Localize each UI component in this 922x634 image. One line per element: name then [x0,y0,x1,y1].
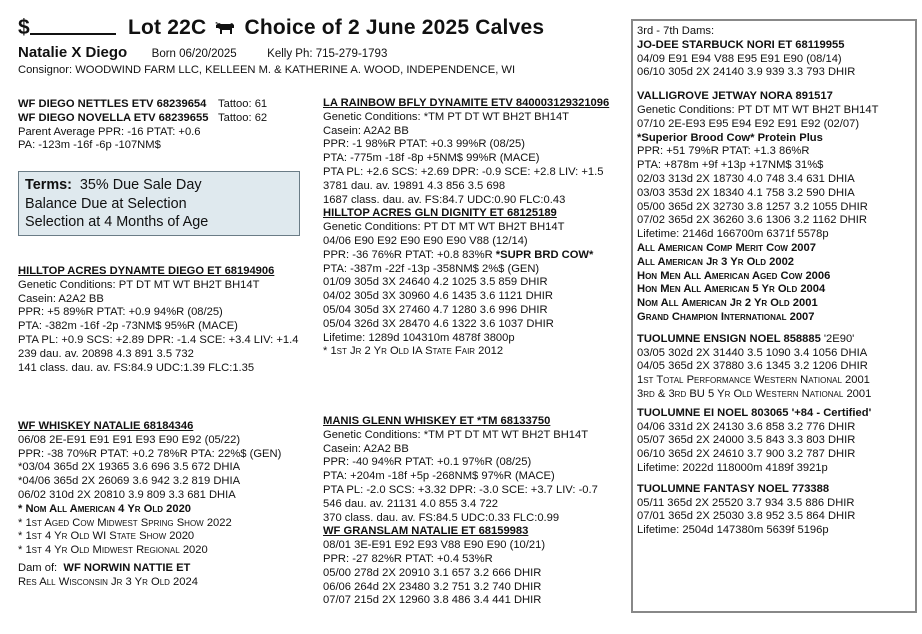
dam-of-award: Res All Wisconsin Jr 3 Yr Old 2024 [18,575,198,588]
jetway-line: PPR: +51 79%R PTAT: +1.3 86%R [637,145,810,158]
gransam-line: 07/07 215d 2X 12960 3.8 486 3.4 441 DHIR [323,594,542,607]
granddam-gransam-name: WF GRANSLAM NATALIE ET 68159983 [323,525,529,538]
terms-label: Terms: [25,177,72,193]
ensign-award: 3rd & 3rd BU 5 Yr Old Western National 2001 [637,387,872,400]
dignity-line: 05/04 326d 3X 28470 4.6 1322 3.6 1037 DHIR [323,317,554,330]
manis-line: Genetic Conditions: *TM PT DT MT WT BH2T BH14T [323,428,589,441]
dignity-line: Lifetime: 1289d 104310m 4878f 3800p [323,331,515,344]
jetway-line: Genetic Conditions: PT DT MT WT BH2T BH14T [637,103,879,116]
ensign-line: 03/05 302d 2X 31440 3.5 1090 3.4 1056 DHIA [637,346,868,359]
dignity-line: PTA: -387m -22f -13p -358NM$ 2%$ (GEN) [323,262,540,275]
sire-line: 141 class. dau. av. FS:84.9 UDC:1.39 FLC:1.35 [18,361,255,374]
eino-line: 06/10 365d 2X 24610 3.7 900 3.2 787 DHIR [637,448,856,461]
starbuck-line: 04/09 E91 E94 V88 E95 E91 E90 (08/14) [637,52,842,65]
calf-name-2: WF DIEGO NOVELLA ETV 68239655 [18,111,209,124]
dams-box-header: 3rd - 7th Dams: [637,25,715,37]
manis-line: PPR: -40 94%R PTAT: +0.1 97%R (08/25) [323,456,532,469]
jetway-line: 03/03 353d 2X 18340 4.1 758 3.2 590 DHIA [637,186,855,199]
jetway-award: Hon Men All American Aged Cow 2006 [637,269,831,282]
dam-award: * 1st 4 Yr Old WI State Show 2020 [18,530,195,543]
cow-icon [214,18,236,42]
jetway-name: VALLIGROVE JETWAY NORA 891517 [637,90,833,103]
dam-line: 06/08 2E-E91 E91 E91 E93 E90 E92 (05/22) [18,433,241,446]
jetway-line: 07/10 2E-E93 E95 E94 E92 E91 E92 (02/07) [637,117,860,130]
price-blank [30,17,116,35]
dignity-line: 04/02 305d 3X 30960 4.6 1435 3.6 1121 DHIR [323,290,553,303]
jetway-line: PTA: +878m +9f +13p +17NM$ 31%$ [637,159,824,172]
grandsire-manis-name: MANIS GLENN WHISKEY ET *TM 68133750 [323,415,551,427]
gransam-line: 05/00 278d 2X 20910 3.1 657 3.2 666 DHIR [323,566,542,579]
middle-column-lower [323,415,598,608]
dynamite-line: Genetic Conditions: *TM PT DT WT BH2T BH14T [323,110,569,123]
calves-section [18,98,268,153]
dam-award: * 1st Aged Cow Midwest Spring Show 2022 [18,516,232,529]
dam-award: * 1st 4 Yr Old Midwest Regional 2020 [18,544,208,557]
sire-line: PTA PL: +0.9 SCS: +2.89 DPR: -1.4 SCE: +3.4 LIV: +1.4 [18,333,299,346]
dynamite-line: Casein: A2A2 BB [323,124,409,137]
manis-line: 546 dau. av. 21131 4.0 855 3.4 722 [323,497,499,510]
dignity-line: 04/06 E90 E92 E90 E90 E90 V88 (12/14) [323,234,528,247]
dynamite-line: PTA: -775m -18f -8p +5NM$ 99%R (MACE) [323,152,540,165]
sire-line: PPR: +5 89%R PTAT: +0.9 94%R (08/25) [18,306,223,319]
calf-name-1: WF DIEGO NETTLES ETV 68239654 [18,98,207,110]
eino-line: 05/07 365d 2X 24000 3.5 843 3.3 803 DHIR [637,434,856,447]
dam-line: PPR: -38 70%R PTAT: +0.2 78%R PTA: 22%$ (GEN) [18,447,282,460]
sire-line: Casein: A2A2 BB [18,292,104,305]
grandsire-dynamite-name: LA RAINBOW BFLY DYNAMITE ETV 840003129321096 [323,97,610,109]
sire-section [18,265,298,375]
dam-of-name: WF NORWIN NATTIE ET [63,561,191,574]
dignity-line: Genetic Conditions: PT DT MT WT BH2T BH14T [323,221,565,234]
parent-average-pta: PA: -123m -16f -6p -107NM$ [18,139,161,152]
ensign-line: 04/05 365d 2X 37880 3.6 1345 3.2 1206 DHIR [637,360,868,373]
gransam-line: 06/06 264d 2X 23480 3.2 751 3.2 740 DHIR [323,580,542,593]
gransam-line: PPR: -27 82%R PTAT: +0.4 53%R [323,552,493,565]
sire-name: HILLTOP ACRES DYNAMTE DIEGO ET 68194906 [18,265,275,277]
dams-box-content [637,25,878,538]
ensign-score: '2E90' [820,332,855,345]
fantasy-name: TUOLUMNE FANTASY NOEL 773388 [637,482,830,495]
ensign-name: TUOLUMNE ENSIGN NOEL 858885 [637,332,821,345]
dignity-line: 01/09 305d 3X 24640 4.2 1025 3.5 859 DHIR [323,276,548,289]
manis-line: 370 class. dau. av. FS:84.5 UDC:0.33 FLC:0.99 [323,511,560,524]
dignity-award: * 1st Jr 2 Yr Old IA State Fair 2012 [323,345,504,358]
dignity-line: 05/04 305d 3X 27460 4.7 1280 3.6 996 DHIR [323,303,548,316]
jetway-line: 05/00 365d 2X 32730 3.8 1257 3.2 1055 DHIR [637,200,868,213]
jetway-line: 07/02 365d 2X 36260 3.6 1306 3.2 1162 DHIR [637,214,867,227]
terms-line-2: Balance Due at Selection [25,195,187,212]
fantasy-line: 05/11 365d 2X 25520 3.7 934 3.5 886 DHIR [637,496,855,509]
dignity-brood-badge: *SUPR BRD COW* [495,248,594,261]
contact-phone: Kelly Ph: 715-279-1793 [267,48,388,60]
consignor: Consignor: WOODWIND FARM LLC, KELLEEN M. & KATHERINE A. WOOD, INDEPENDENCE, WI [18,64,516,76]
dam-name: WF WHISKEY NATALIE 68184346 [18,420,194,432]
manis-line: Casein: A2A2 BB [323,442,409,455]
jetway-award: All American Jr 3 Yr Old 2002 [637,255,795,268]
jetway-line: 02/03 313d 2X 18730 4.0 748 3.4 631 DHIA [637,172,855,185]
lot-number: Lot 22C [127,16,207,39]
dynamite-line: PTA PL: +2.6 SCS: +2.69 DPR: -0.9 SCE: +2.8 LIV: +1.5 [323,165,604,178]
dynamite-line: 3781 dau. av. 19891 4.3 856 3.5 698 [323,179,506,192]
sire-line: Genetic Conditions: PT DT MT WT BH2T BH14T [18,278,260,291]
price-symbol: $ [18,16,30,39]
sire-line: PTA: -382m -16f -2p -73NM$ 95%R (MACE) [18,320,238,333]
terms-line-3: Selection at 4 Months of Age [25,214,209,230]
calf-tattoo-1: Tattoo: 61 [218,98,268,110]
dynamite-line: PPR: -1 98%R PTAT: +0.3 99%R (08/25) [323,138,525,151]
granddam-dignity-name: HILLTOP ACRES GLN DIGNITY ET 68125189 [323,207,557,220]
dam-section [18,420,281,590]
pedigree-subline [18,44,387,62]
fantasy-line: 07/01 365d 2X 25030 3.8 952 3.5 864 DHIR [637,510,856,523]
dignity-ppr: PPR: -36 76%R PTAT: +0.8 83%R [323,248,496,261]
eino-score: '+84 - Certified' [788,406,872,419]
starbuck-name: JO-DEE STARBUCK NORI ET 68119955 [637,38,845,51]
eino-line: 04/06 331d 2X 24130 3.6 858 3.2 776 DHIR [637,420,856,433]
dam-award-main: * Nom All American 4 Yr Old 2020 [18,502,192,515]
manis-line: PTA PL: -2.0 SCS: +3.32 DPR: -3.0 SCE: +3.7 LIV: -0.7 [323,483,598,496]
fantasy-line: Lifetime: 2504d 147380m 5639f 5196p [637,524,829,537]
starbuck-line: 06/10 305d 2X 24140 3.9 939 3.3 793 DHIR [637,66,856,79]
ensign-award: 1st Total Performance Western National 2001 [637,374,870,387]
jetway-brood-badge: *Superior Brood Cow* Protein Plus [637,131,823,144]
jetway-award: All American Comp Merit Cow 2007 [637,241,816,254]
jetway-award: Hon Men All American 5 Yr Old 2004 [637,283,826,296]
terms-box [18,171,300,236]
calf-tattoo-2: Tattoo: 62 [218,111,268,124]
eino-name: TUOLUMNE EI NOEL 803065 [637,406,789,419]
manis-line: PTA: +204m -18f +5p -268NM$ 97%R (MACE) [323,470,555,483]
mating-names: Natalie X Diego [18,44,128,61]
lot-title [18,16,544,42]
dynamite-line: 1687 class. dau. av. FS:84.7 UDC:0.90 FLC:0.43 [323,193,566,206]
birth-date: Born 06/20/2025 [151,48,237,60]
dam-line: *03/04 365d 2X 19365 3.6 696 3.5 672 DHIA [18,461,241,474]
jetway-line: Lifetime: 2146d 166700m 6371f 5578p [637,228,829,241]
jetway-award: Grand Champion International 2007 [637,310,815,323]
jetway-award: Nom All American Jr 2 Yr Old 2001 [637,297,818,310]
middle-column [323,97,609,359]
dam-line: 06/02 310d 2X 20810 3.9 809 3.3 681 DHIA [18,488,236,501]
eino-line: Lifetime: 2022d 118000m 4189f 3921p [637,461,828,474]
terms-line-1: 35% Due Sale Day [79,177,202,193]
dam-of-prefix: Dam of: [18,561,58,574]
sire-line: 239 dau. av. 20898 4.3 891 3.5 732 [18,347,194,360]
dam-line: *04/06 365d 2X 26069 3.6 942 3.2 819 DHIA [18,475,241,488]
gransam-line: 08/01 3E-E91 E92 E93 V88 E90 E90 (10/21) [323,539,546,552]
parent-average: Parent Average PPR: -16 PTAT: +0.6 [18,125,201,138]
lot-description: Choice of 2 June 2025 Calves [244,16,545,39]
